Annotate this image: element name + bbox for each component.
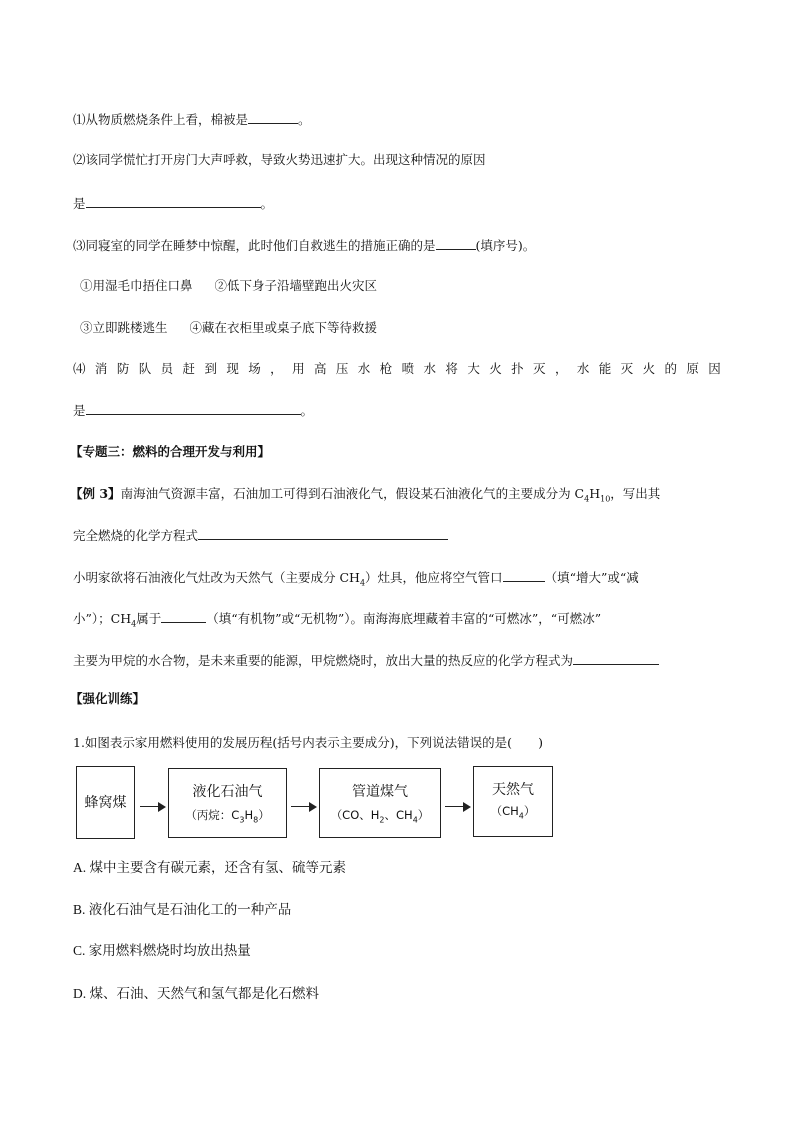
part-4-char: 灭 [620,361,634,376]
example-3-line-3: 小明家欲将石油液化气灶改为天然气（主要成分 $CH_4$）灶具，他应将空气管口 （填“增大”或“减 [73,570,639,588]
part-4-char: ， [270,361,283,376]
topic-3-title: 【专题三：燃料的合理开发与利用】 [70,444,271,459]
box-natural-gas: 天然气 $(CH_4)$ [473,766,553,837]
option-b[interactable]: B. 液化石油气是石油化工的一种产品 [73,902,292,917]
part-4-char: 火 [489,361,502,376]
option-c[interactable]: C. 家用燃料燃烧时均放出热量 [73,943,251,958]
box-pipeline-gas: 管道煤气 （CO、$H_2$、$CH_4$） [319,768,441,838]
box-natural-gas-composition: $(CH_4)$ [490,804,536,821]
part-4-char: 水 [576,361,590,376]
box-lpg: 液化石油气 （丙烷：$C_3H_8$） [168,768,287,838]
box-honeycomb-coal: 蜂窝煤 [76,766,135,839]
part-4-char: 到 [204,361,217,376]
answer-blank[interactable] [573,652,659,665]
part-4-char: 用 [292,361,305,376]
box-lpg-composition: （丙烷：$C_3H_8$） [185,808,270,825]
part-4-char: ⑷ [73,361,86,376]
answer-blank[interactable] [436,237,476,250]
answer-blank[interactable] [198,527,448,540]
example-3-line-4: 小”）；$CH_4$属于 （填“有机物”或“无机物”）。南海海底埋藏着丰富的“可燃冰”，“可燃冰” [73,611,602,629]
part-4-char: 队 [138,361,152,376]
part-4-char: 将 [445,361,458,376]
part-4-char: 高 [313,361,327,376]
arrow-1 [140,801,166,813]
arrow-2 [291,801,317,813]
part-4-char: ， [554,361,568,376]
part-4-char: 现 [226,361,239,376]
example-3-line-5: 主要为甲烷的水合物，是未来重要的能源，甲烷燃烧时，放出大量的热反应的化学方程式为 [73,652,659,669]
question-1-part-2: ⑵该同学慌忙打开房门大声呼救，导致火势迅速扩大。出现这种情况的原因 [73,152,486,167]
part-4-char: 大 [467,361,480,376]
answer-blank[interactable] [248,111,298,124]
answer-blank[interactable] [86,195,261,208]
part-4-char: 员 [160,361,174,376]
question-1-part-4-answer: 是 。 [73,403,314,418]
part-4-char: 火 [642,361,656,376]
option-a[interactable]: A. 煤中主要含有碳元素，还含有氢、硫等元素 [73,860,346,875]
part-4-char: 枪 [379,361,393,376]
part-4-char: 的 [664,361,677,376]
part-4-char: 消 [94,361,108,376]
part-4-char: 能 [598,361,612,376]
example-3: 【例 3】南海油气资源丰富，石油加工可得到石油液化气，假设某石油液化气的主要成分为 $C_4H_{10}$，写出其 [70,486,661,504]
part-4-char: 水 [423,361,437,376]
answer-blank[interactable] [86,402,301,415]
answer-blank[interactable] [161,610,206,623]
example-3-line-2: 完全燃烧的化学方程式 [73,527,448,544]
question-1-options-row-2: ③立即跳楼逃生 ④藏在衣柜里或桌子底下等待救援 [80,320,378,335]
training-question-1: 1.如图表示家用燃料使用的发展历程(括号内表示主要成分)，下列说法错误的是( ) [73,735,543,750]
part-4-char: 场 [248,361,261,376]
arrow-3 [445,801,471,813]
box-pipeline-gas-composition: （CO、$H_2$、$CH_4$） [330,808,430,825]
part-4-char: 水 [357,361,371,376]
part-4-char: 因 [708,361,721,376]
part-4-char: 压 [335,361,349,376]
question-1-part-3: ⑶同寝室的同学在睡梦中惊醒，此时他们自救逃生的措施正确的是 (填序号)。 [73,238,536,253]
part-4-char: 原 [686,361,699,376]
part-4-char: 赶 [182,361,196,376]
part-4-char: 灭 [533,361,546,376]
part-4-char: 喷 [401,361,415,376]
question-1-options-row-1: ①用湿毛巾捂住口鼻 ②低下身子沿墙壁跑出火灾区 [80,278,378,293]
answer-blank[interactable] [503,569,545,582]
part-4-char: 防 [116,361,130,376]
part-4-char: 扑 [511,361,524,376]
question-1-part-4 [73,361,721,377]
training-title: 【强化训练】 [70,691,146,706]
question-1-part-2-answer: 是 。 [73,196,274,211]
option-d[interactable]: D. 煤、石油、天然气和氢气都是化石燃料 [73,986,319,1001]
question-1-part-1: ⑴从物质燃烧条件上看，棉被是 。 [73,112,311,127]
